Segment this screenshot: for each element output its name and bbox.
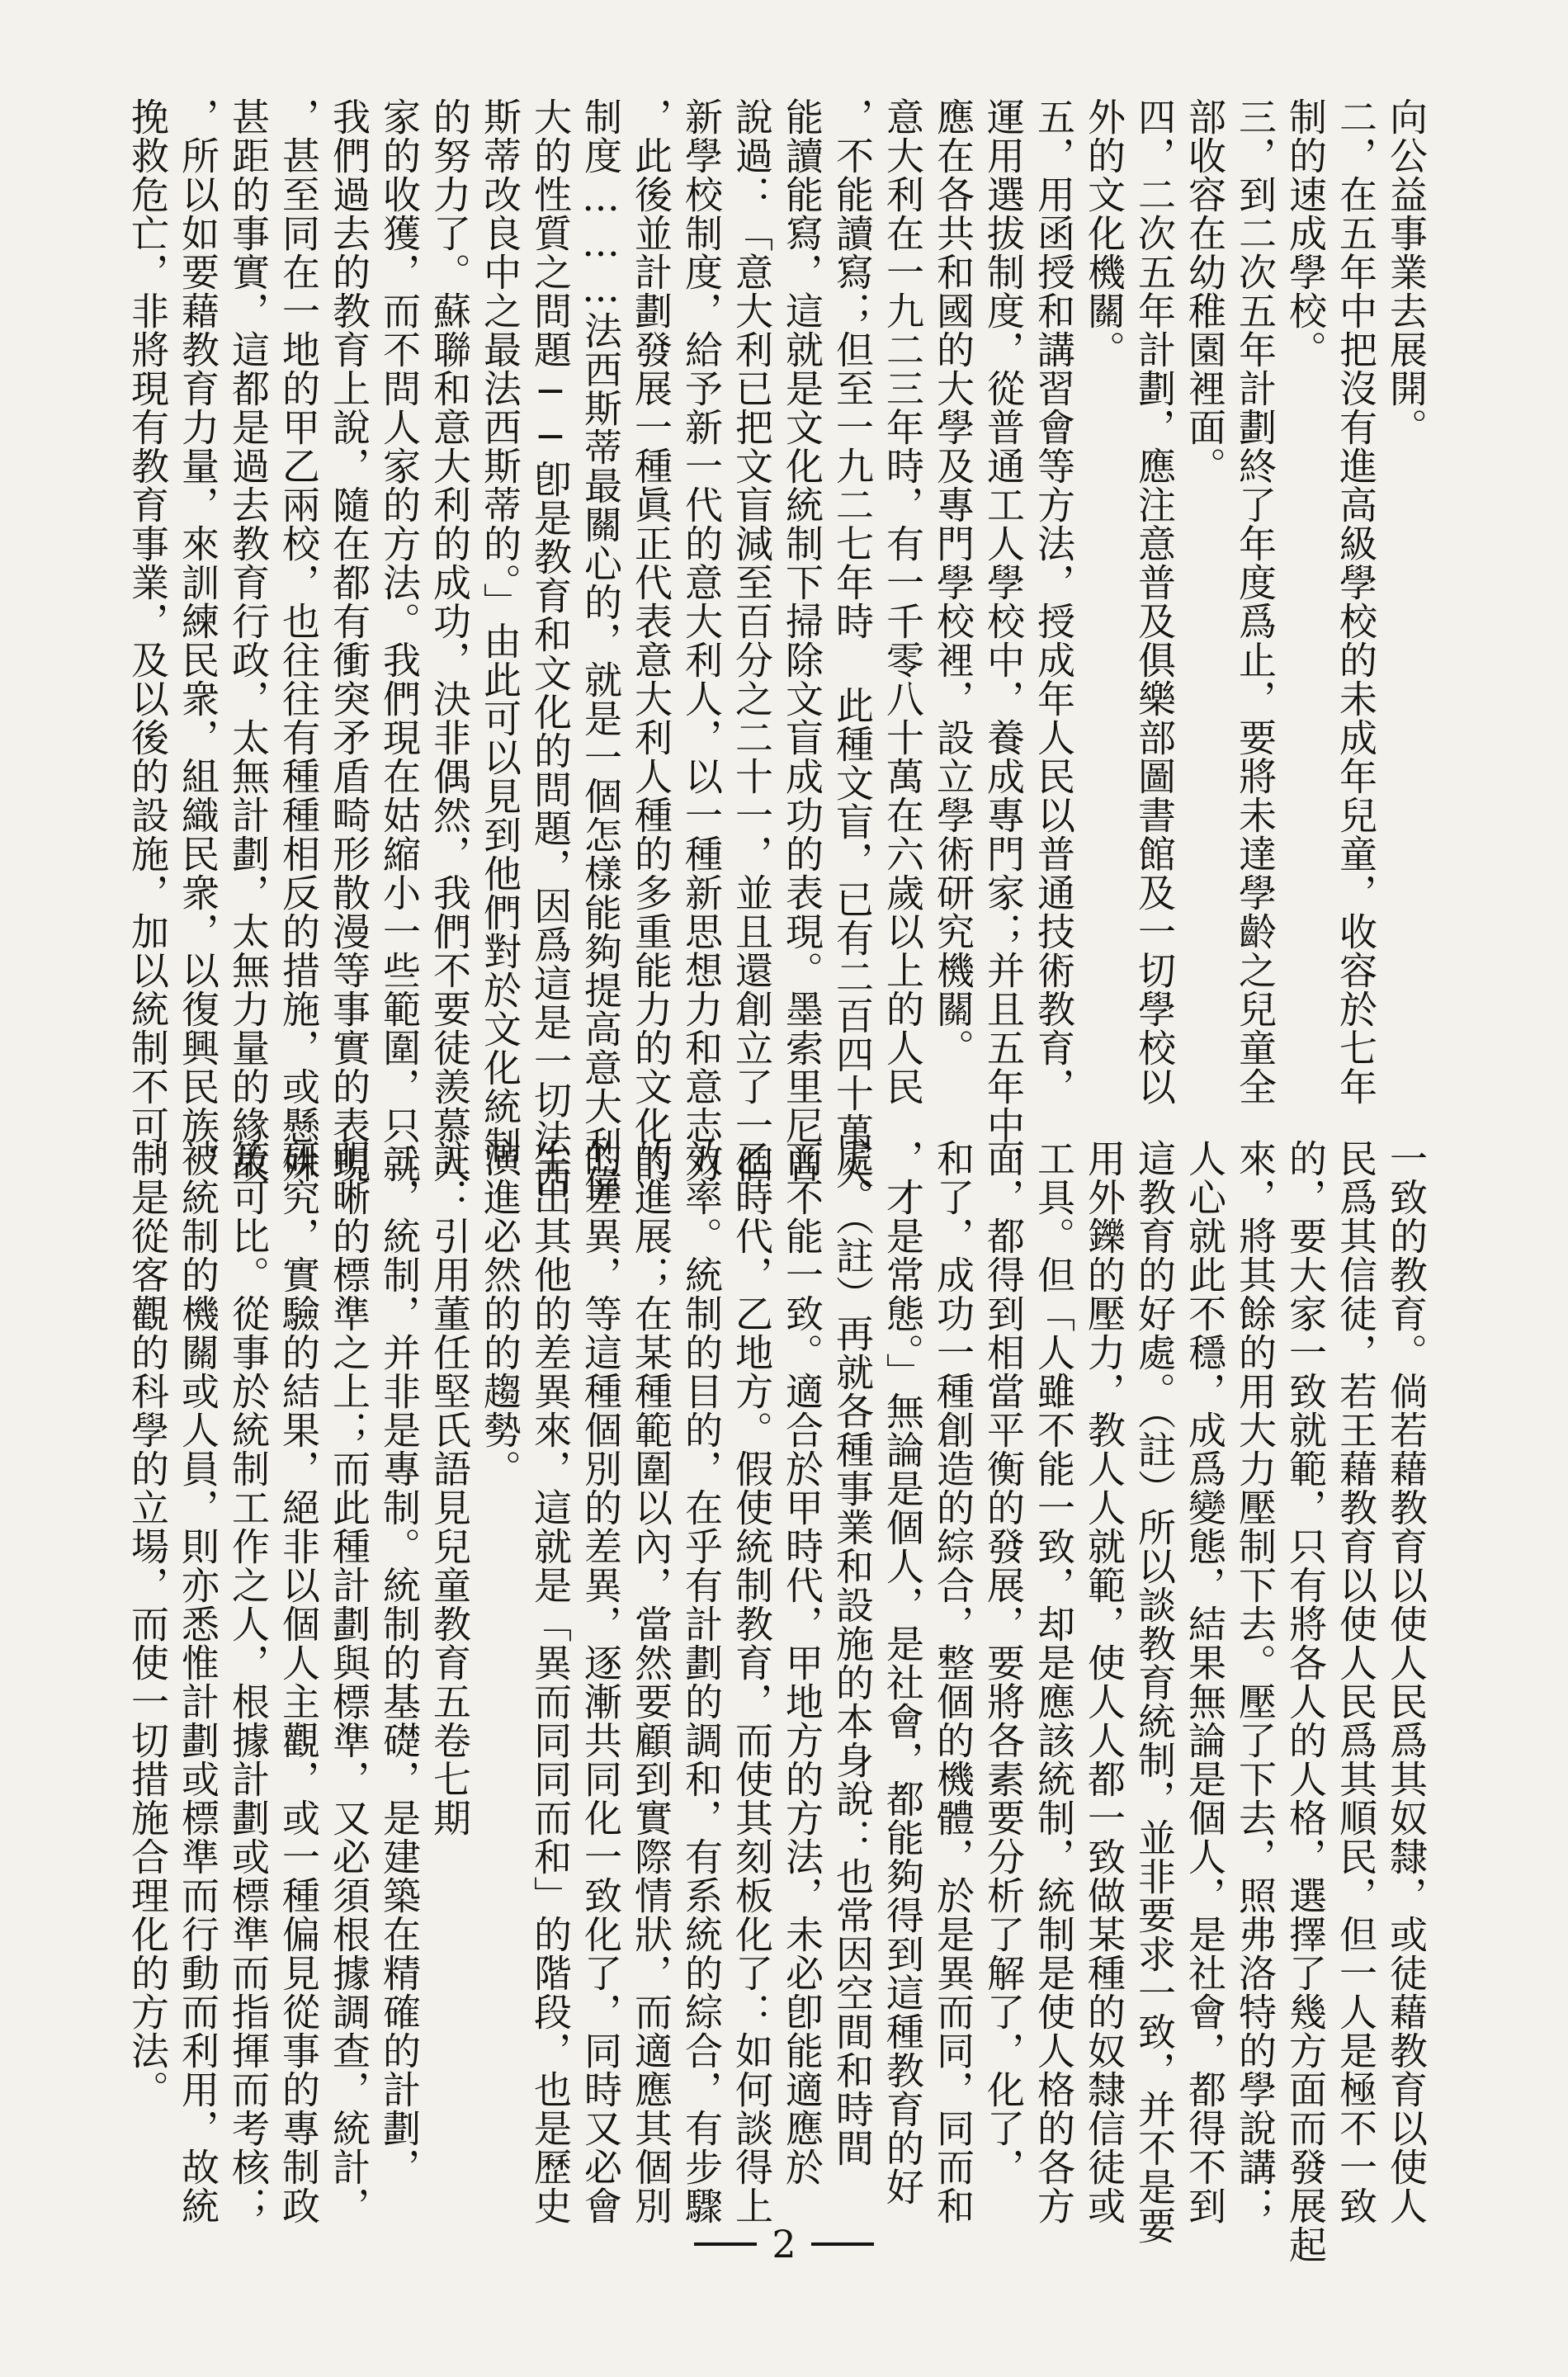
page-number: 2 bbox=[772, 2222, 796, 2266]
text-column: ，此後並計劃發展一種眞正代表意大利人種的多重能力的文化的 bbox=[629, 97, 673, 1184]
text-column: 和了，成功一種創造的綜合，整個的機體，於是異而同，同而和 bbox=[931, 1139, 975, 2225]
right-dash-rule bbox=[811, 2242, 874, 2246]
text-column: 的努力了。蘇聯和意大利的成功，決非偶然，我們不要徒羨慕人 bbox=[427, 97, 472, 1184]
text-column: 說過：「意大利已把文盲減至百分之二十一，並且還創立了一個 bbox=[730, 97, 774, 1184]
text-column: 大的性質之問題──卽是教育和文化的問題，因爲這是一切法西 bbox=[528, 97, 573, 1197]
text-column: 制的速成學校。 bbox=[1283, 97, 1328, 369]
text-column: 人心就此不穩，成爲變態，結果無論是個人，是社會，都得不到 bbox=[1183, 1139, 1227, 2225]
text-column: 這教育的好處。（註）所以談教育統制，並非要求一致，并不是要 bbox=[1132, 1139, 1177, 2245]
text-column: 甚距的事實，這都是過去教育行政，太無計劃，太無力量的緣故 bbox=[226, 97, 271, 1184]
text-column: 部收容在幼稚園裡面。 bbox=[1183, 97, 1227, 485]
text-column: ，所以如要藉教育力量，來訓練民衆，組織民衆，以復興民族， bbox=[176, 97, 220, 1184]
text-column: 意大利在一九二三年時，有一千零八十萬在六歲以上的人民 bbox=[881, 97, 925, 1106]
text-column: 挽救危亡，非將現有教育事業，及以後的設施，加以統制不可。 bbox=[125, 97, 170, 1184]
text-column: 而不能一致。適合於甲時代，甲地方的方法，未必卽能適應於 bbox=[780, 1139, 824, 2186]
text-column: 面，都得到相當平衡的發展，要將各素要分析了解了，化了， bbox=[981, 1139, 1026, 2186]
text-column: 工具。但「人雖不能一致，却是應該統制，統制是使人格的各方 bbox=[1032, 1139, 1076, 2225]
text-column: 五，用函授和講習會等方法，授成年人民以普通技術教育， bbox=[1032, 97, 1076, 1106]
page-number-footer bbox=[0, 2222, 1568, 2266]
text-column: 明晰的標準之上；而此種計劃與標準，又必須根據調查，統計， bbox=[327, 1139, 371, 2225]
text-column: 註：引用董任堅氏語見兒童教育五卷七期 bbox=[427, 1139, 472, 1837]
text-column: 策可比。從事於統制工作之人，根據計劃或標準而指揮而考核； bbox=[226, 1139, 271, 2225]
text-column: 新學校制度，給予新一代的意大利人，以一種新思想力和意志力 bbox=[679, 97, 724, 1184]
text-column: 生出其他的差異來，這就是「異而同同而和」的階段，也是歷史 bbox=[528, 1139, 573, 2225]
text-column: 外的文化機關。 bbox=[1082, 97, 1126, 369]
text-column: 制是從客觀的科學的立場，而使一切措施合理化的方法。 bbox=[125, 1139, 170, 2109]
text-column: 的差異，等這種個別的差異，逐漸共同化一致化了，同時又必會 bbox=[579, 1139, 623, 2225]
text-column: 民爲其信徒，若王藉教育以使人民爲其順民，但一人是極不一致 bbox=[1334, 1139, 1378, 2225]
text-column: 用外鑠的壓力，教人人就範，使人人都一致做某種的奴隸信徒或 bbox=[1082, 1139, 1126, 2225]
text-column: 的，要大家一致就範，只有將各人的人格，選擇了幾方面而發展起 bbox=[1283, 1139, 1328, 2264]
text-column: 演進必然的的趨勢。 bbox=[478, 1139, 522, 1488]
text-column: 效率。統制的目的，在乎有計劃的調和，有系統的綜合，有步驟 bbox=[679, 1139, 724, 2225]
text-column: 四，二次五年計劃，應注意普及俱樂部圖書館及一切學校以 bbox=[1132, 97, 1177, 1106]
text-column: 被統制的機關或人員，則亦悉惟計劃或標準而行動而利用，故統 bbox=[176, 1139, 220, 2225]
text-column: 家的收獲，而不問人家的方法。我們現在姑縮小一些範圍，只就 bbox=[377, 97, 422, 1184]
text-column: ，甚至同在一地的甲乙兩校，也往往有種種相反的措施，或懸殊 bbox=[276, 97, 321, 1184]
upper-text-block bbox=[94, 97, 1431, 1203]
text-column: 三，到二次五年計劃終了年度爲止，要將未達學齡之兒童全 bbox=[1233, 97, 1278, 1106]
text-column: 二，在五年中把沒有進高級學校的未成年兒童，收容於七年 bbox=[1334, 97, 1378, 1106]
text-column: ，才是常態。」無論是個人，是社會，都能夠得到這種教育的好 bbox=[881, 1139, 925, 2206]
text-column: 運用選拔制度，從普通工人學校中，養成專門家；并且五年中， bbox=[981, 97, 1026, 1184]
text-column: 我們過去的教育上說，隨在都有衝突矛盾畸形散漫等事實的表現 bbox=[327, 97, 371, 1184]
text-column: 能讀能寫，這就是文化統制下掃除文盲成功的表現。墨索里尼曾 bbox=[780, 97, 824, 1184]
text-column: 一致的教育。倘若藉教育以使人民爲其奴隸，或徒藉教育以使人 bbox=[1384, 1139, 1429, 2225]
text-column: 制度………法西斯蒂最關心的，就是一個怎樣能夠提高意大利偉 bbox=[579, 97, 623, 1203]
text-column: ，不能讀寫；但至一九二七年時 此種文盲，已有二百四十萬人 bbox=[830, 97, 875, 1190]
left-dash-rule bbox=[694, 2242, 757, 2246]
lower-text-block bbox=[125, 1139, 1431, 2377]
text-column: 乙時代，乙地方。假使統制教育，而使其刻板化了：如何談得上 bbox=[730, 1139, 774, 2225]
text-column: 來，將其餘的用大力壓制下去。壓了下去，照弗洛特的學說講； bbox=[1233, 1139, 1278, 2225]
text-column: 研究，實驗的結果，絕非以個人主觀，或一種偏見從事的專制政 bbox=[276, 1139, 321, 2225]
text-column: 向公益事業去展開。 bbox=[1384, 97, 1429, 447]
text-column: 應在各共和國的大學及專門學校裡，設立學術研究機關。 bbox=[931, 97, 975, 1067]
text-column: 斯蒂改良中之最法西斯蒂的。」由此可以見到他們對於文化統制 bbox=[478, 97, 522, 1165]
text-column: 二，統制，并非是專制。統制的基礎，是建築在精確的計劃， bbox=[377, 1139, 422, 2186]
text-column: 的進展；在某種範圍以內，當然要顧到實際情狀，而適應其個別 bbox=[629, 1139, 673, 2225]
text-column: 處。（註）再就各種事業和設施的本身說：也常因空間和時間 bbox=[830, 1139, 875, 2167]
